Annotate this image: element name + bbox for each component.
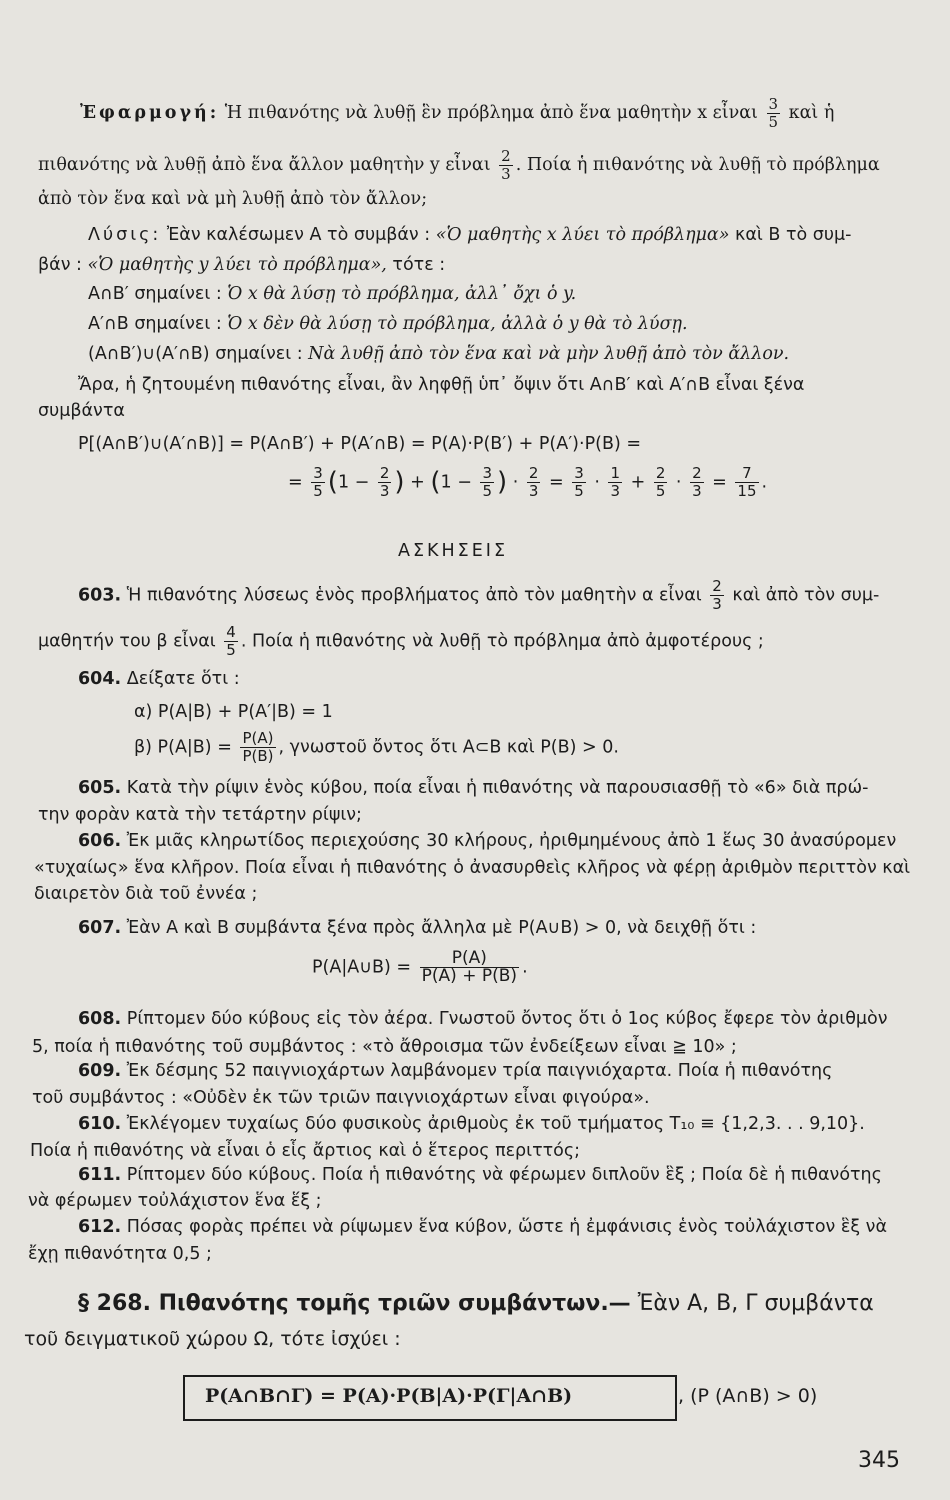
equation-line-2: = $\frac{3}{5}$ (1 − $\frac{2}{3}$ ) + (1 − $\frac{3}{5}$ ) · $\frac{2}{3}$ = $\frac{3}{5}$ · $\frac{1}{3}$ + $\frac{2}{5}$ · $\frac{2}{3}$ = $\frac{7}{15}$ .	[288, 464, 768, 500]
exercise-number: 611.	[78, 1165, 122, 1185]
frac-den: 3	[501, 165, 511, 183]
example-text-2: πιθανότης νὰ λυθῇ ἀπὸ ἕνα ἄλλον μαθητὴν y εἶναι	[38, 155, 491, 175]
frac	[572, 465, 586, 500]
exercise-606-line-1	[78, 830, 896, 852]
example-text-1-end: καὶ ἡ	[788, 103, 835, 123]
frac-den: 5	[313, 482, 323, 500]
solution-text: καὶ B τὸ συμ-	[735, 225, 852, 245]
exercise-text: . Ποία ἡ πιθανότης νὰ λυθῇ τὸ πρόβλημα ἀπὸ ἀμφοτέρους ;	[240, 631, 764, 652]
frac	[690, 465, 704, 500]
frac-num: 2	[712, 577, 722, 595]
frac-den: P(B)	[242, 747, 274, 765]
frac-den: 5	[655, 482, 666, 500]
equation-line-1: P[(A∩B′)∪(A′∩B)] = P(A∩B′) + P(A′∩B) = P(A)·P(B′) + P(A′)·P(B) =	[78, 434, 642, 454]
frac	[378, 465, 392, 500]
frac-den: 3	[610, 482, 621, 500]
fraction-3-5	[767, 96, 781, 131]
fraction-2-3	[499, 148, 513, 183]
exercise-text: Ἐὰν A καὶ B συμβάντα ξένα πρὸς ἄλληλα μὲ P(A∪B) > 0, νὰ δειχθῇ ὅτι :	[126, 918, 757, 938]
solution-text: βάν :	[38, 255, 82, 275]
frac-den: 5	[482, 482, 493, 500]
solution-text: τότε :	[392, 255, 446, 275]
frac	[608, 465, 622, 500]
solution-line-6: Ἄρα, ἡ ζητουμένη πιθανότης εἶναι, ἂν ληφθῇ ὑπ᾽ ὄψιν ὅτι A∩B′ καὶ A′∩B εἶναι ξένα	[78, 375, 805, 395]
exercise-number: 609.	[78, 1061, 122, 1081]
frac	[654, 465, 668, 500]
exercise-606-line-3: διαιρετὸν διὰ τοῦ ἐννέα ;	[34, 884, 258, 904]
frac-num: 1	[610, 464, 621, 482]
exercise-number: 607.	[78, 918, 122, 938]
solution-italic: «Ὁ μαθητὴς x λύει τὸ πρόβλημα»	[435, 225, 730, 245]
solution-line-1	[88, 224, 851, 246]
frac-num: 3	[313, 464, 323, 482]
frac-num: 3	[574, 464, 584, 482]
solution-text: A∩B′ σημαίνει :	[88, 284, 222, 304]
example-line-3: ἀπὸ τὸν ἕνα καὶ νὰ μὴ λυθῇ ἀπὸ τὸν ἄλλον;	[38, 189, 428, 209]
exercise-text: β) P(A|B) =	[134, 737, 232, 758]
frac	[311, 465, 325, 500]
example-line-2	[38, 148, 880, 183]
frac-den: 3	[692, 482, 702, 500]
frac-den: 3	[712, 595, 722, 613]
solution-line-5	[88, 343, 789, 365]
exercise-610-line-2: Ποία ἡ πιθανότης νὰ εἶναι ὁ εἷς ἄρτιος καὶ ὁ ἕτερος περιττός;	[30, 1141, 581, 1161]
frac	[710, 578, 724, 613]
exercise-612-line-2: ἔχῃ πιθανότητα 0,5 ;	[28, 1244, 212, 1264]
frac-num: 7	[742, 464, 752, 482]
exercise-609-line-1	[78, 1060, 832, 1082]
solution-italic: Νὰ λυθῇ ἀπὸ τὸν ἕνα καὶ νὰ μὴν λυθῇ ἀπὸ τὸν ἄλλον.	[308, 344, 790, 364]
section-268-line-1	[78, 1290, 874, 1318]
exercise-number: 605.	[78, 778, 122, 798]
exercise-611-line-2: νὰ φέρωμεν τοὐλάχιστον ἕνα ἕξ ;	[28, 1191, 322, 1211]
solution-text: (A∩B′)∪(A′∩B) σημαίνει :	[88, 344, 303, 364]
section-268-line-2: τοῦ δειγματικοῦ χώρου Ω, τότε ἰσχύει :	[24, 1328, 401, 1350]
frac-num: P(A)	[451, 948, 487, 968]
exercise-604-line-1	[78, 668, 240, 690]
exercise-text: Κατὰ τὴν ρίψιν ἑνὸς κύβου, ποία εἶναι ἡ πιθανότης νὰ παρουσιασθῇ τὸ «6» διὰ πρώ-	[126, 778, 869, 798]
exercise-603-line-2	[38, 624, 764, 659]
frac-den: 3	[379, 482, 390, 500]
exercise-text: καὶ ἀπὸ τὸν συμ-	[732, 585, 880, 606]
exercise-606-line-2: «τυχαίως» ἕνα κλῆρον. Ποία εἶναι ἡ πιθανότης ὁ ἀνασυρθεὶς κλῆρος νὰ φέρῃ ἀριθμὸν περιττὸν καὶ	[34, 858, 911, 878]
exercise-text: P(A|A∪B) =	[312, 957, 412, 978]
solution-line-4	[88, 313, 688, 335]
exercise-604-b	[134, 730, 619, 765]
frac-num: 3	[482, 464, 493, 482]
example-text-2-end: . Ποία ἡ πιθανότης νὰ λυθῇ τὸ πρόβλημα	[515, 155, 880, 175]
exercise-text: Δείξατε ὅτι :	[126, 669, 240, 689]
solution-line-3	[88, 283, 576, 305]
frac-den: 5	[226, 641, 236, 659]
exercise-607-formula: P(A|A∪B) = $\frac{P(A)}{P(A) + P(B)}$ .	[312, 948, 528, 986]
section-text: Ἐὰν A, B, Γ συμβάντα	[637, 1291, 874, 1316]
exercise-number: 612.	[78, 1217, 122, 1237]
frac-den: 3	[528, 482, 539, 500]
formula-condition: , (P (A∩B) > 0)	[678, 1385, 818, 1407]
exercise-608-line-1	[78, 1008, 888, 1030]
frac	[240, 730, 275, 765]
exercise-610-line-1	[78, 1113, 865, 1135]
frac	[224, 624, 238, 659]
result-fraction	[735, 465, 758, 500]
page-number: 345	[858, 1448, 900, 1473]
solution-italic: «Ὁ μαθητὴς y λύει τὸ πρόβλημα»,	[87, 255, 387, 275]
exercise-number: 606.	[78, 831, 122, 851]
solution-label: Λύσις:	[88, 225, 162, 245]
frac-num: 2	[528, 464, 539, 482]
exercise-text: Ρίπτομεν δύο κύβους εἰς τὸν ἀέρα. Γνωστοῦ ὄντος ὅτι ὁ 1ος κύβος ἔφερε τὸν ἀριθμὸν	[126, 1009, 888, 1029]
solution-text: A′∩B σημαίνει :	[88, 314, 222, 334]
exercise-text: , γνωστοῦ ὄντος ὅτι A⊂B καὶ P(B) > 0.	[278, 737, 619, 758]
exercise-text: Πόσας φορὰς πρέπει νὰ ρίψωμεν ἕνα κύβον, ὥστε ἡ ἐμφάνισις ἑνὸς τοὐλάχιστον ἓξ νὰ	[126, 1217, 887, 1237]
exercise-number: 604.	[78, 669, 122, 689]
exercise-612-line-1	[78, 1216, 887, 1238]
boxed-formula: P(A∩B∩Γ) = P(A)·P(B|A)·P(Γ|A∩B)	[205, 1385, 573, 1407]
exercise-number: 603.	[78, 585, 122, 606]
frac	[420, 950, 519, 985]
exercise-605-line-1	[78, 777, 868, 799]
exercise-611-line-1	[78, 1164, 882, 1186]
frac-num: 2	[692, 464, 702, 482]
exercise-text: Ἐκ μιᾶς κληρωτίδος περιεχούσης 30 κλήρους, ἠριθμημένους ἀπὸ 1 ἕως 30 ἀνασύρομεν	[126, 831, 897, 851]
exercise-603-line-1	[78, 578, 879, 613]
exercise-609-line-2: τοῦ συμβάντος : «Οὐδὲν ἐκ τῶν τριῶν παιγνιοχάρτων εἶναι φιγούρα».	[32, 1088, 650, 1108]
example-line-1	[80, 96, 834, 131]
frac-den: 5	[574, 482, 584, 500]
exercise-text: μαθητήν του β εἶναι	[38, 631, 216, 652]
exercise-608-line-2: 5, ποία ἡ πιθανότης τοῦ συμβάντος : «τὸ ἄθροισμα τῶν ἐνδείξεων εἶναι ≧ 10» ;	[32, 1037, 737, 1057]
solution-italic: Ὁ x θὰ λύσῃ τὸ πρόβλημα, ἀλλ᾽ ὄχι ὁ y.	[227, 284, 577, 304]
frac-num: 2	[501, 147, 511, 165]
exercise-text: Ἐκλέγομεν τυχαίως δύο φυσικοὺς ἀριθμοὺς ἐκ τοῦ τμήματος T₁₀ ≡ {1,2,3. . . 9,10}.	[126, 1114, 865, 1134]
frac	[480, 465, 494, 500]
exercise-text: Ἐκ δέσμης 52 παιγνιοχάρτων λαμβάνομεν τρία παιγνιόχαρτα. Ποία ἡ πιθανότης	[126, 1061, 833, 1081]
frac-num: 3	[768, 95, 779, 113]
exercises-title: ΑΣΚΗΣΕΙΣ	[398, 541, 508, 561]
frac-num: 2	[379, 464, 390, 482]
frac-num: 2	[655, 464, 666, 482]
solution-line-7: συμβάντα	[38, 401, 125, 421]
frac-num: P(A)	[242, 729, 274, 747]
section-heading: § 268. Πιθανότης τομῆς τριῶν συμβάντων.—	[78, 1291, 631, 1316]
frac-num: 4	[226, 623, 236, 641]
example-text-1: Ἡ πιθανότης νὰ λυθῇ ἓν πρόβλημα ἀπὸ ἕνα μαθητὴν x εἶναι	[224, 103, 758, 123]
exercise-text: Ρίπτομεν δύο κύβους. Ποία ἡ πιθανότης νὰ φέρωμεν διπλοῦν ἓξ ; Ποία δὲ ἡ πιθανότης	[126, 1165, 882, 1185]
solution-line-2	[38, 254, 445, 276]
exercise-number: 608.	[78, 1009, 122, 1029]
exercise-number: 610.	[78, 1114, 122, 1134]
solution-italic: Ὁ x δὲν θὰ λύσῃ τὸ πρόβλημα, ἀλλὰ ὁ y θὰ τὸ λύσῃ.	[227, 314, 688, 334]
frac-den: P(A) + P(B)	[421, 966, 518, 986]
frac-den: 5	[768, 113, 779, 131]
exercise-605-line-2: την φορὰν κατὰ τὴν τετάρτην ρίψιν;	[38, 805, 362, 825]
exercise-604-a: α) P(A|B) + P(A′|B) = 1	[134, 702, 333, 722]
frac	[527, 465, 541, 500]
exercise-text: Ἡ πιθανότης λύσεως ἑνὸς προβλήματος ἀπὸ τὸν μαθητὴν α εἶναι	[126, 585, 702, 606]
example-label: Ἐφαρμογή:	[80, 103, 220, 123]
exercise-607-line-1	[78, 917, 756, 939]
solution-text: Ἐὰν καλέσωμεν A τὸ συμβάν :	[166, 225, 431, 245]
frac-den: 15	[737, 482, 757, 500]
